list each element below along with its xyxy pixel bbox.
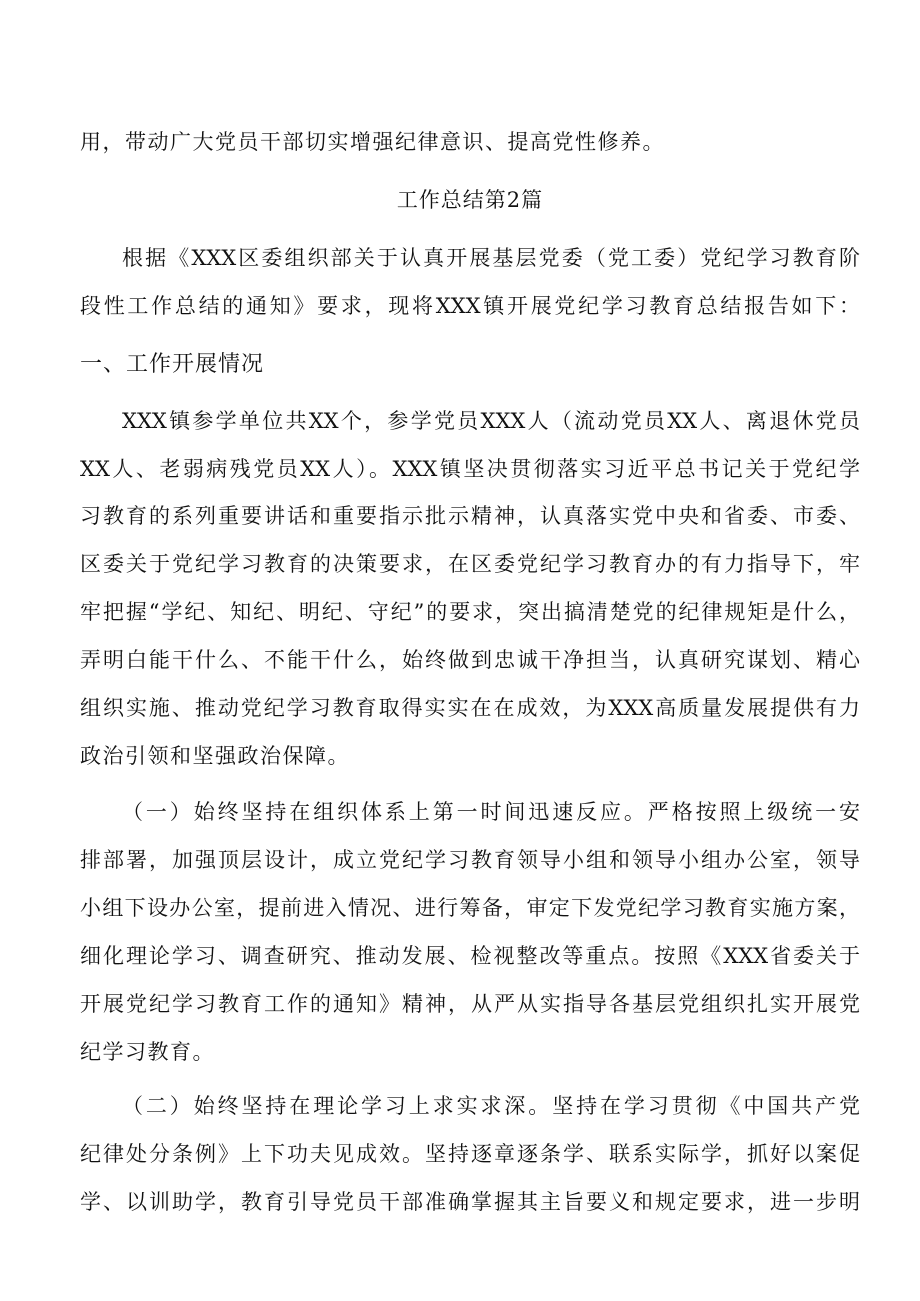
intro-line-1: 根据《XXX区委组织部关于认真开展基层党委（党工委）党纪学习教育阶 — [122, 246, 860, 270]
para-1-line-3: 习教育的系列重要讲话和重要指示批示精神，认真落实党中央和省委、市委、 — [80, 504, 860, 528]
para-3-line-3: 学、以训助学，教育引导党员干部准确掌握其主旨要义和规定要求，进一步明 — [80, 1190, 860, 1214]
para-2-line-6: 纪学习教育。 — [80, 1040, 215, 1064]
para-2-line-5: 开展党纪学习教育工作的通知》精神，从严从实指导各基层党组织扎实开展党 — [80, 992, 860, 1016]
para-2-line-2: 排部署，加强顶层设计，成立党纪学习教育领导小组和领导小组办公室，领导 — [80, 848, 860, 872]
para-2-line-3: 小组下设办公室，提前进入情况、进行筹备，审定下发党纪学习教育实施方案， — [80, 896, 860, 920]
para-1-line-8: 政治引领和坚强政治保障。 — [80, 744, 350, 768]
para-3-line-1: （二）始终坚持在理论学习上求实求深。坚持在学习贯彻《中国共产党 — [122, 1094, 860, 1118]
para-3-line-2: 纪律处分条例》上下功夫见成效。坚持逐章逐条学、联系实际学，抓好以案促 — [80, 1142, 860, 1166]
para-2-line-1: （一）始终坚持在组织体系上第一时间迅速反应。严格按照上级统一安 — [122, 800, 860, 824]
para-1-line-1: XXX镇参学单位共XX个，参学党员XXX人（流动党员XX人、离退休党员 — [122, 409, 860, 433]
section-title: 工作总结第2篇 — [396, 188, 544, 212]
para-2-line-4: 细化理论学习、调查研究、推动发展、检视整改等重点。按照《XXX省委关于 — [80, 944, 860, 968]
para-1-line-4: 区委关于党纪学习教育的决策要求，在区委党纪学习教育办的有力指导下，牢 — [80, 552, 860, 576]
intro-line-2: 段性工作总结的通知》要求，现将XXX镇开展党纪学习教育总结报告如下： — [80, 294, 860, 318]
continuation-line: 用，带动广大党员干部切实增强纪律意识、提高党性修养。 — [80, 130, 665, 154]
para-1-line-7: 组织实施、推动党纪学习教育取得实实在在成效，为XXX高质量发展提供有力 — [80, 696, 860, 720]
para-1-line-2: XX人、老弱病残党员XX人）。XXX镇坚决贯彻落实习近平总书记关于党纪学 — [80, 457, 860, 481]
heading-work-status: 一、工作开展情况 — [80, 352, 265, 377]
para-1-line-5: 牢把握“学纪、知纪、明纪、守纪”的要求，突出搞清楚党的纪律规矩是什么， — [80, 600, 860, 624]
para-1-line-6: 弄明白能干什么、不能干什么，始终做到忠诚干净担当，认真研究谋划、精心 — [80, 648, 860, 672]
